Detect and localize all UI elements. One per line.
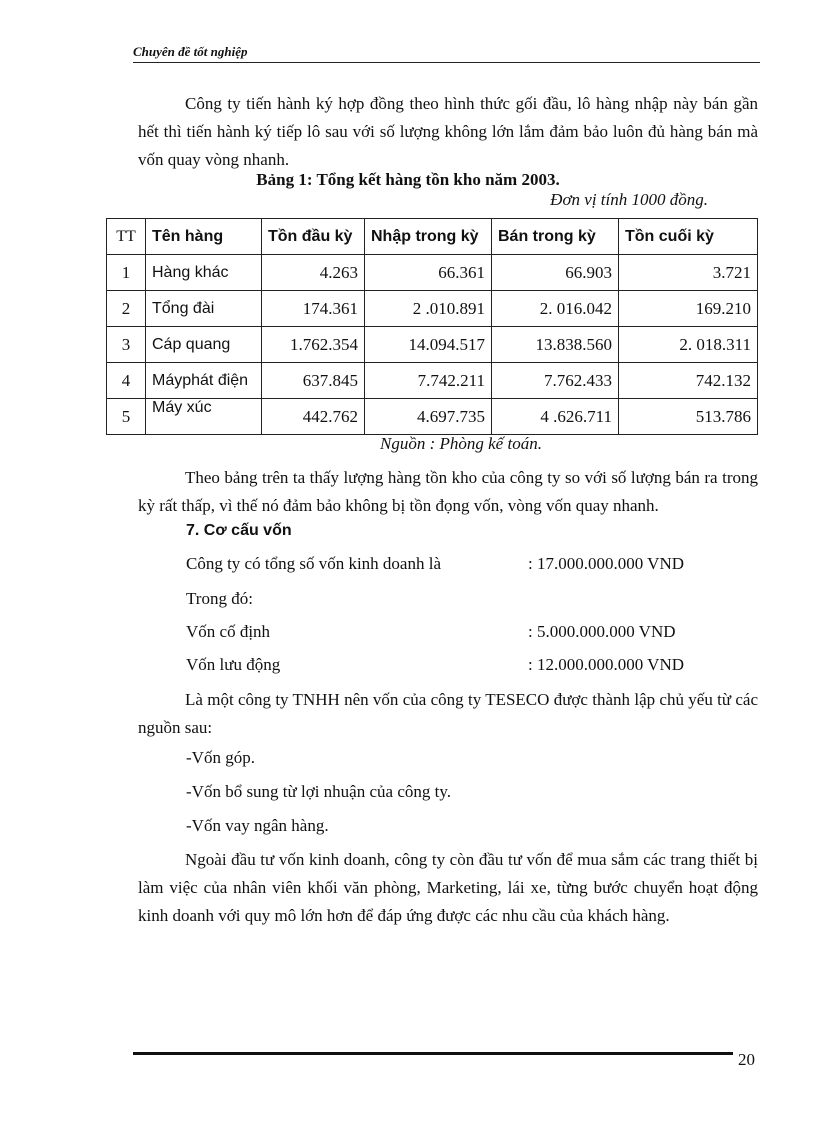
cell-name: Hàng khác xyxy=(146,255,262,291)
cell-imports: 66.361 xyxy=(365,255,492,291)
capital-working-row xyxy=(186,655,766,675)
footer-rule xyxy=(133,1052,733,1055)
investment-paragraph: Ngoài đầu tư vốn kinh doanh, công ty còn đầu tư vốn để mua sắm các trang thiết bị làm việc của nhân viên khối văn phòng, Marketing, lái xe, từng bước chuyển hoạt động kinh doanh với quy mô lớn hơn để đáp ứng được các nhu cầu của khách hàng. xyxy=(138,850,758,925)
table-row xyxy=(107,399,758,435)
table-caption: Bảng 1: Tổng kết hàng tồn kho năm 2003. xyxy=(256,170,560,189)
cell-tt: 2 xyxy=(107,291,146,327)
cell-closing: 2. 018.311 xyxy=(619,327,758,363)
cell-opening: 174.361 xyxy=(262,291,365,327)
cell-name: Tổng đài xyxy=(146,291,262,327)
capital-fixed-value: : 5.000.000.000 VND xyxy=(528,622,676,641)
page-header: Chuyên đề tốt nghiệp xyxy=(133,44,760,63)
cell-name: Cáp quang xyxy=(146,327,262,363)
cell-closing: 3.721 xyxy=(619,255,758,291)
table-source: Nguồn : Phòng kế toán. xyxy=(380,434,542,453)
table-row xyxy=(107,291,758,327)
sources-intro-paragraph: Là một công ty TNHH nên vốn của công ty TESECO được thành lập chủ yếu từ các nguồn sau: xyxy=(138,690,758,737)
analysis-paragraph: Theo bảng trên ta thấy lượng hàng tồn kho của công ty so với số lượng bán ra trong kỳ rất thấp, vì thế nó đảm bảo không bị tồn đọng vốn, vòng vốn quay nhanh. xyxy=(138,468,758,515)
capital-total-value: : 17.000.000.000 VND xyxy=(528,554,684,573)
cell-opening: 637.845 xyxy=(262,363,365,399)
cell-name: Máy xúc xyxy=(146,399,262,435)
cell-tt: 1 xyxy=(107,255,146,291)
cell-tt: 3 xyxy=(107,327,146,363)
col-header-tt: TT xyxy=(107,219,146,255)
col-header-name: Tên hàng xyxy=(146,219,262,255)
cell-sales: 13.838.560 xyxy=(492,327,619,363)
table-row xyxy=(107,363,758,399)
capital-fixed-label: Vốn cố định xyxy=(186,622,271,641)
capital-total-row xyxy=(186,554,766,574)
capital-working-label: Vốn lưu động xyxy=(186,655,281,674)
cell-tt: 4 xyxy=(107,363,146,399)
cell-sales: 7.762.433 xyxy=(492,363,619,399)
capital-breakdown-intro: Trong đó: xyxy=(186,589,253,608)
source-item: -Vốn vay ngân hàng. xyxy=(186,816,329,835)
intro-paragraph: Công ty tiến hành ký hợp đồng theo hình thức gối đầu, lô hàng nhập này bán gần hết thì tiến hành ký tiếp lô sau với số lượng không lớn lắm đảm bảo luôn đủ hàng bán mà vốn quay vòng nhanh. xyxy=(138,94,758,169)
cell-sales: 66.903 xyxy=(492,255,619,291)
inventory-table xyxy=(106,218,758,435)
cell-sales: 2. 016.042 xyxy=(492,291,619,327)
cell-opening: 442.762 xyxy=(262,399,365,435)
section-heading: 7. Cơ cấu vốn xyxy=(186,522,292,539)
cell-imports: 7.742.211 xyxy=(365,363,492,399)
cell-opening: 4.263 xyxy=(262,255,365,291)
cell-name: Máyphát điện xyxy=(146,363,262,399)
table-header-row xyxy=(107,219,758,255)
cell-closing: 169.210 xyxy=(619,291,758,327)
cell-imports: 2 .010.891 xyxy=(365,291,492,327)
page-number: 20 xyxy=(738,1050,755,1069)
table-row xyxy=(107,255,758,291)
source-item: -Vốn bổ sung từ lợi nhuận của công ty. xyxy=(186,782,451,801)
col-header-closing: Tồn cuối kỳ xyxy=(619,219,758,255)
cell-tt: 5 xyxy=(107,399,146,435)
table-row xyxy=(107,327,758,363)
cell-closing: 513.786 xyxy=(619,399,758,435)
source-item: -Vốn góp. xyxy=(186,748,255,767)
capital-total-label: Công ty có tổng số vốn kinh doanh là xyxy=(186,554,441,573)
col-header-imports: Nhập trong kỳ xyxy=(365,219,492,255)
cell-imports: 14.094.517 xyxy=(365,327,492,363)
capital-fixed-row xyxy=(186,622,766,642)
cell-closing: 742.132 xyxy=(619,363,758,399)
cell-opening: 1.762.354 xyxy=(262,327,365,363)
table-unit: Đơn vị tính 1000 đồng. xyxy=(550,190,708,209)
capital-working-value: : 12.000.000.000 VND xyxy=(528,655,684,674)
cell-imports: 4.697.735 xyxy=(365,399,492,435)
col-header-sales: Bán trong kỳ xyxy=(492,219,619,255)
col-header-opening: Tồn đầu kỳ xyxy=(262,219,365,255)
cell-sales: 4 .626.711 xyxy=(492,399,619,435)
